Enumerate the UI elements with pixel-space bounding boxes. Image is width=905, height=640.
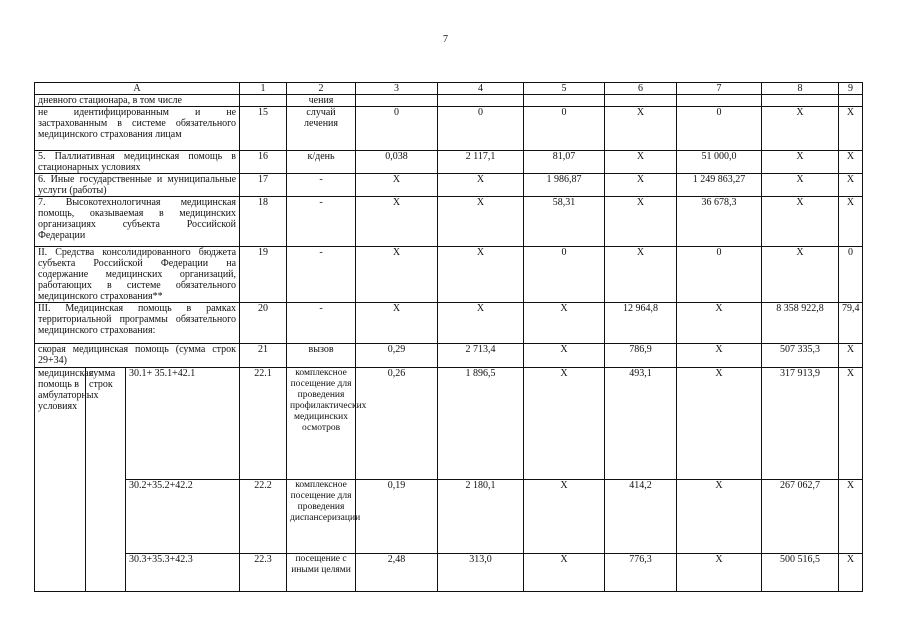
cell-col-8: Х bbox=[762, 151, 839, 174]
row-unit: - bbox=[287, 174, 356, 197]
row-formula: 30.2+35.2+42.2 bbox=[126, 480, 240, 554]
cell-col-9: Х bbox=[839, 554, 863, 592]
column-header: 9 bbox=[839, 83, 863, 95]
table-row bbox=[35, 197, 863, 247]
cell-col-5: Х bbox=[524, 554, 605, 592]
cell-col-7: Х bbox=[677, 344, 762, 368]
row-number: 19 bbox=[240, 247, 287, 303]
cell-col-5: 1 986,87 bbox=[524, 174, 605, 197]
cell-col-4 bbox=[438, 95, 524, 107]
cell-col-4: 2 180,1 bbox=[438, 480, 524, 554]
cell-col-3 bbox=[356, 95, 438, 107]
row-name: 6. Иные государственные и муниципальные услуги (работы) bbox=[35, 174, 240, 197]
column-header: 6 bbox=[605, 83, 677, 95]
cell-col-6: 414,2 bbox=[605, 480, 677, 554]
cell-col-3: Х bbox=[356, 247, 438, 303]
row-number: 17 bbox=[240, 174, 287, 197]
cell-col-5: Х bbox=[524, 344, 605, 368]
row-number: 20 bbox=[240, 303, 287, 344]
row-unit: чения bbox=[287, 95, 356, 107]
row-unit: комплексное посещение для проведения диспансеризации bbox=[287, 480, 356, 554]
cell-col-9: 0 bbox=[839, 247, 863, 303]
cell-col-4: 2 117,1 bbox=[438, 151, 524, 174]
table-row bbox=[35, 174, 863, 197]
cell-col-6: 776,3 bbox=[605, 554, 677, 592]
cell-col-8: Х bbox=[762, 247, 839, 303]
page-number: 7 bbox=[443, 34, 448, 45]
cell-col-6: Х bbox=[605, 151, 677, 174]
cell-col-6: Х bbox=[605, 247, 677, 303]
cell-col-7: Х bbox=[677, 368, 762, 480]
cell-col-5: Х bbox=[524, 303, 605, 344]
cell-col-8: Х bbox=[762, 107, 839, 151]
row-unit: - bbox=[287, 303, 356, 344]
row-number bbox=[240, 95, 287, 107]
cell-col-8: 267 062,7 bbox=[762, 480, 839, 554]
cell-col-3: Х bbox=[356, 197, 438, 247]
cell-col-9: Х bbox=[839, 344, 863, 368]
cell-col-3: Х bbox=[356, 174, 438, 197]
cell-col-9: Х bbox=[839, 480, 863, 554]
cell-col-4: 313,0 bbox=[438, 554, 524, 592]
cell-col-5: Х bbox=[524, 368, 605, 480]
cell-col-3: 0,19 bbox=[356, 480, 438, 554]
cell-col-3: 0 bbox=[356, 107, 438, 151]
cell-col-4: 1 896,5 bbox=[438, 368, 524, 480]
row-formula: 30.1+ 35.1+42.1 bbox=[126, 368, 240, 480]
row-name: 5. Паллиативная медицинская помощь в стационарных условиях bbox=[35, 151, 240, 174]
cell-col-4: Х bbox=[438, 197, 524, 247]
row-unit: - bbox=[287, 197, 356, 247]
cell-col-5: 0 bbox=[524, 107, 605, 151]
cell-col-4: Х bbox=[438, 247, 524, 303]
cell-col-6: Х bbox=[605, 197, 677, 247]
column-header: 3 bbox=[356, 83, 438, 95]
cell-col-3: 0,29 bbox=[356, 344, 438, 368]
table-row bbox=[35, 151, 863, 174]
cell-col-7: Х bbox=[677, 480, 762, 554]
cell-col-9 bbox=[839, 95, 863, 107]
table-row bbox=[35, 368, 863, 480]
cell-col-7: 0 bbox=[677, 107, 762, 151]
column-header: 4 bbox=[438, 83, 524, 95]
table-row bbox=[35, 303, 863, 344]
column-header: 8 bbox=[762, 83, 839, 95]
cell-col-6: Х bbox=[605, 107, 677, 151]
cell-col-3: Х bbox=[356, 303, 438, 344]
column-header: А bbox=[35, 83, 240, 95]
cell-col-7: 1 249 863,27 bbox=[677, 174, 762, 197]
cell-col-8: Х bbox=[762, 197, 839, 247]
cell-col-8: Х bbox=[762, 174, 839, 197]
row-unit: - bbox=[287, 247, 356, 303]
data-table bbox=[34, 82, 863, 592]
row-number: 18 bbox=[240, 197, 287, 247]
table-row bbox=[35, 107, 863, 151]
cell-col-8: 507 335,3 bbox=[762, 344, 839, 368]
row-unit: случай лечения bbox=[287, 107, 356, 151]
cell-col-4: 2 713,4 bbox=[438, 344, 524, 368]
table-row bbox=[35, 247, 863, 303]
cell-col-9: Х bbox=[839, 368, 863, 480]
header-row bbox=[35, 83, 863, 95]
cell-col-7 bbox=[677, 95, 762, 107]
cell-col-5 bbox=[524, 95, 605, 107]
cell-col-9: Х bbox=[839, 107, 863, 151]
row-number: 22.3 bbox=[240, 554, 287, 592]
cell-col-7: 51 000,0 bbox=[677, 151, 762, 174]
row-number: 22.2 bbox=[240, 480, 287, 554]
row-name: II. Средства консолидированного бюджета субъекта Российской Федерации на содержание медицинских организаций, работающих в системе обязательного медицинского страхования** bbox=[35, 247, 240, 303]
cell-col-5: 58,31 bbox=[524, 197, 605, 247]
cell-col-5: 0 bbox=[524, 247, 605, 303]
table-row bbox=[35, 95, 863, 107]
cell-col-7: 36 678,3 bbox=[677, 197, 762, 247]
row-name: 7. Высокотехнологичная медицинская помощь, оказываемая в медицинских организациях субъекта Российской Федерации bbox=[35, 197, 240, 247]
cell-col-7: 0 bbox=[677, 247, 762, 303]
cell-col-4: 0 bbox=[438, 107, 524, 151]
cell-col-5: Х bbox=[524, 480, 605, 554]
sum-label: сумма строк bbox=[86, 368, 126, 592]
row-unit: комплексное посещение для проведения профилактических медицинских осмотров bbox=[287, 368, 356, 480]
cell-col-3: 0,26 bbox=[356, 368, 438, 480]
table-row bbox=[35, 554, 863, 592]
table-row bbox=[35, 344, 863, 368]
cell-col-8: 8 358 922,8 bbox=[762, 303, 839, 344]
row-unit: к/день bbox=[287, 151, 356, 174]
cell-col-7: Х bbox=[677, 303, 762, 344]
cell-col-9: Х bbox=[839, 151, 863, 174]
row-number: 21 bbox=[240, 344, 287, 368]
row-name: скорая медицинская помощь (сумма строк 29+34) bbox=[35, 344, 240, 368]
row-name: III. Медицинская помощь в рамках территориальной программы обязательного медицинского страхования: bbox=[35, 303, 240, 344]
cell-col-6: 786,9 bbox=[605, 344, 677, 368]
column-header: 5 bbox=[524, 83, 605, 95]
cell-col-3: 0,038 bbox=[356, 151, 438, 174]
cell-col-5: 81,07 bbox=[524, 151, 605, 174]
row-unit: вызов bbox=[287, 344, 356, 368]
group-label: медицинская помощь в амбулаторных условиях bbox=[35, 368, 86, 592]
row-number: 22.1 bbox=[240, 368, 287, 480]
cell-col-3: 2,48 bbox=[356, 554, 438, 592]
cell-col-6: 12 964,8 bbox=[605, 303, 677, 344]
row-number: 15 bbox=[240, 107, 287, 151]
cell-col-9: Х bbox=[839, 197, 863, 247]
row-name: не идентифицированным и не застрахованным в системе обязательного медицинского страхования лицам bbox=[35, 107, 240, 151]
cell-col-8: 500 516,5 bbox=[762, 554, 839, 592]
cell-col-9: Х bbox=[839, 174, 863, 197]
cell-col-6: 493,1 bbox=[605, 368, 677, 480]
column-header: 2 bbox=[287, 83, 356, 95]
cell-col-4: Х bbox=[438, 303, 524, 344]
table-row bbox=[35, 480, 863, 554]
cell-col-8 bbox=[762, 95, 839, 107]
cell-col-6 bbox=[605, 95, 677, 107]
row-number: 16 bbox=[240, 151, 287, 174]
cell-col-6: Х bbox=[605, 174, 677, 197]
column-header: 7 bbox=[677, 83, 762, 95]
cell-col-9: 79,4 bbox=[839, 303, 863, 344]
cell-col-7: Х bbox=[677, 554, 762, 592]
cell-col-8: 317 913,9 bbox=[762, 368, 839, 480]
cell-col-4: Х bbox=[438, 174, 524, 197]
row-formula: 30.3+35.3+42.3 bbox=[126, 554, 240, 592]
row-unit: посещение с иными целями bbox=[287, 554, 356, 592]
column-header: 1 bbox=[240, 83, 287, 95]
row-name: дневного стационара, в том числе bbox=[35, 95, 240, 107]
